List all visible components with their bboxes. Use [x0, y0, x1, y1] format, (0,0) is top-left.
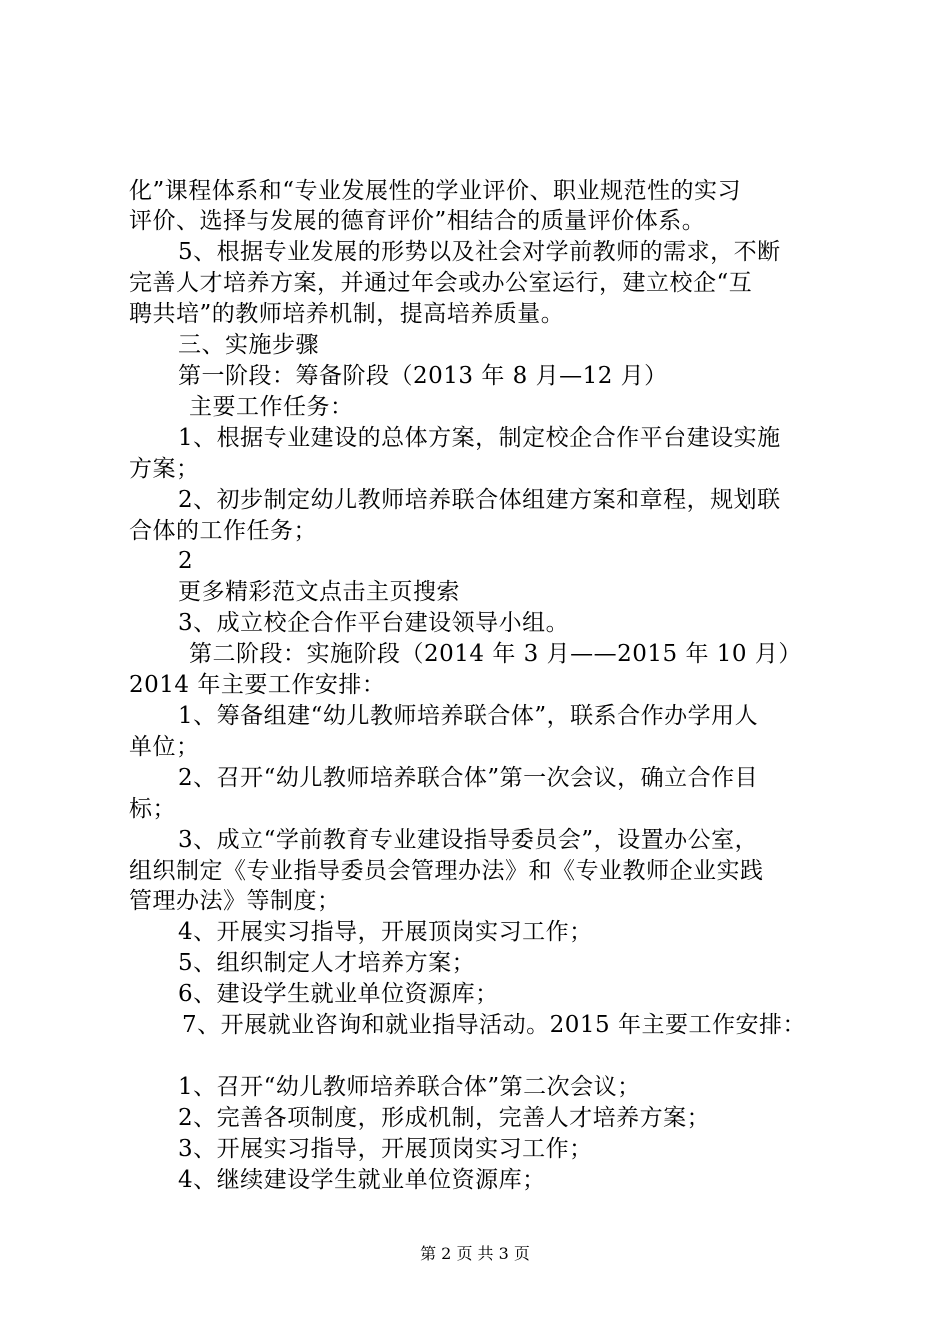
text-line: 7、开展就业咨询和就业指导活动。2015 年主要工作安排：: [182, 1012, 806, 1038]
text-line: 4、继续建设学生就业单位资源库；: [178, 1167, 546, 1193]
text-line: 合体的工作任务；: [129, 518, 317, 544]
text-line: 1、筹备组建“幼儿教师培养联合体”，联系合作办学用人: [178, 703, 759, 729]
stage-heading: 第一阶段：筹备阶段（2013 年 8 月—12 月）: [178, 363, 668, 389]
text-line: 方案；: [129, 456, 200, 482]
stage-heading: 第二阶段：实施阶段（2014 年 3 月——2015 年 10 月）: [189, 641, 802, 667]
text-line: 聘共培”的教师培养机制，提高培养质量。: [129, 301, 565, 327]
text-line: 5、根据专业发展的形势以及社会对学前教师的需求，不断: [178, 239, 781, 265]
text-line: 3、开展实习指导，开展顶岗实习工作；: [178, 1136, 593, 1162]
text-line: 化”课程体系和“专业发展性的学业评价、职业规范性的实习: [129, 178, 742, 204]
text-line: 6、建设学生就业单位资源库；: [178, 981, 499, 1007]
text-line: 5、组织制定人才培养方案；: [178, 950, 476, 976]
page-footer: 第 2 页 共 3 页: [420, 1244, 530, 1263]
text-line: 完善人才培养方案，并通过年会或办公室运行，建立校企“互: [129, 270, 753, 296]
text-line: 1、召开“幼儿教师培养联合体”第二次会议；: [178, 1074, 641, 1100]
text-line: 主要工作任务：: [189, 394, 354, 420]
section-heading: 三、实施步骤: [178, 332, 319, 358]
text-line: 4、开展实习指导，开展顶岗实习工作；: [178, 919, 593, 945]
text-line: 评价、选择与发展的德育评价”相结合的质量评价体系。: [129, 208, 706, 234]
text-line: 单位；: [129, 734, 200, 760]
text-line: 2014 年主要工作安排：: [129, 672, 386, 698]
text-line: 2、初步制定幼儿教师培养联合体组建方案和章程，规划联: [178, 487, 781, 513]
text-line: 3、成立“学前教育专业建设指导委员会”，设置办公室，: [178, 827, 759, 853]
text-line: 组织制定《专业指导委员会管理办法》和《专业教师企业实践: [129, 858, 764, 884]
text-line: 1、根据专业建设的总体方案，制定校企合作平台建设实施: [178, 425, 781, 451]
text-line: 标；: [129, 796, 176, 822]
text-line: 2: [178, 548, 194, 574]
text-line: 2、完善各项制度，形成机制，完善人才培养方案；: [178, 1105, 711, 1131]
promo-text: 更多精彩范文点击主页搜索: [178, 579, 460, 605]
text-line: 3、成立校企合作平台建设领导小组。: [178, 610, 570, 636]
text-line: 2、召开“幼儿教师培养联合体”第一次会议，确立合作目: [178, 765, 759, 791]
text-line: 管理办法》等制度；: [129, 888, 341, 914]
